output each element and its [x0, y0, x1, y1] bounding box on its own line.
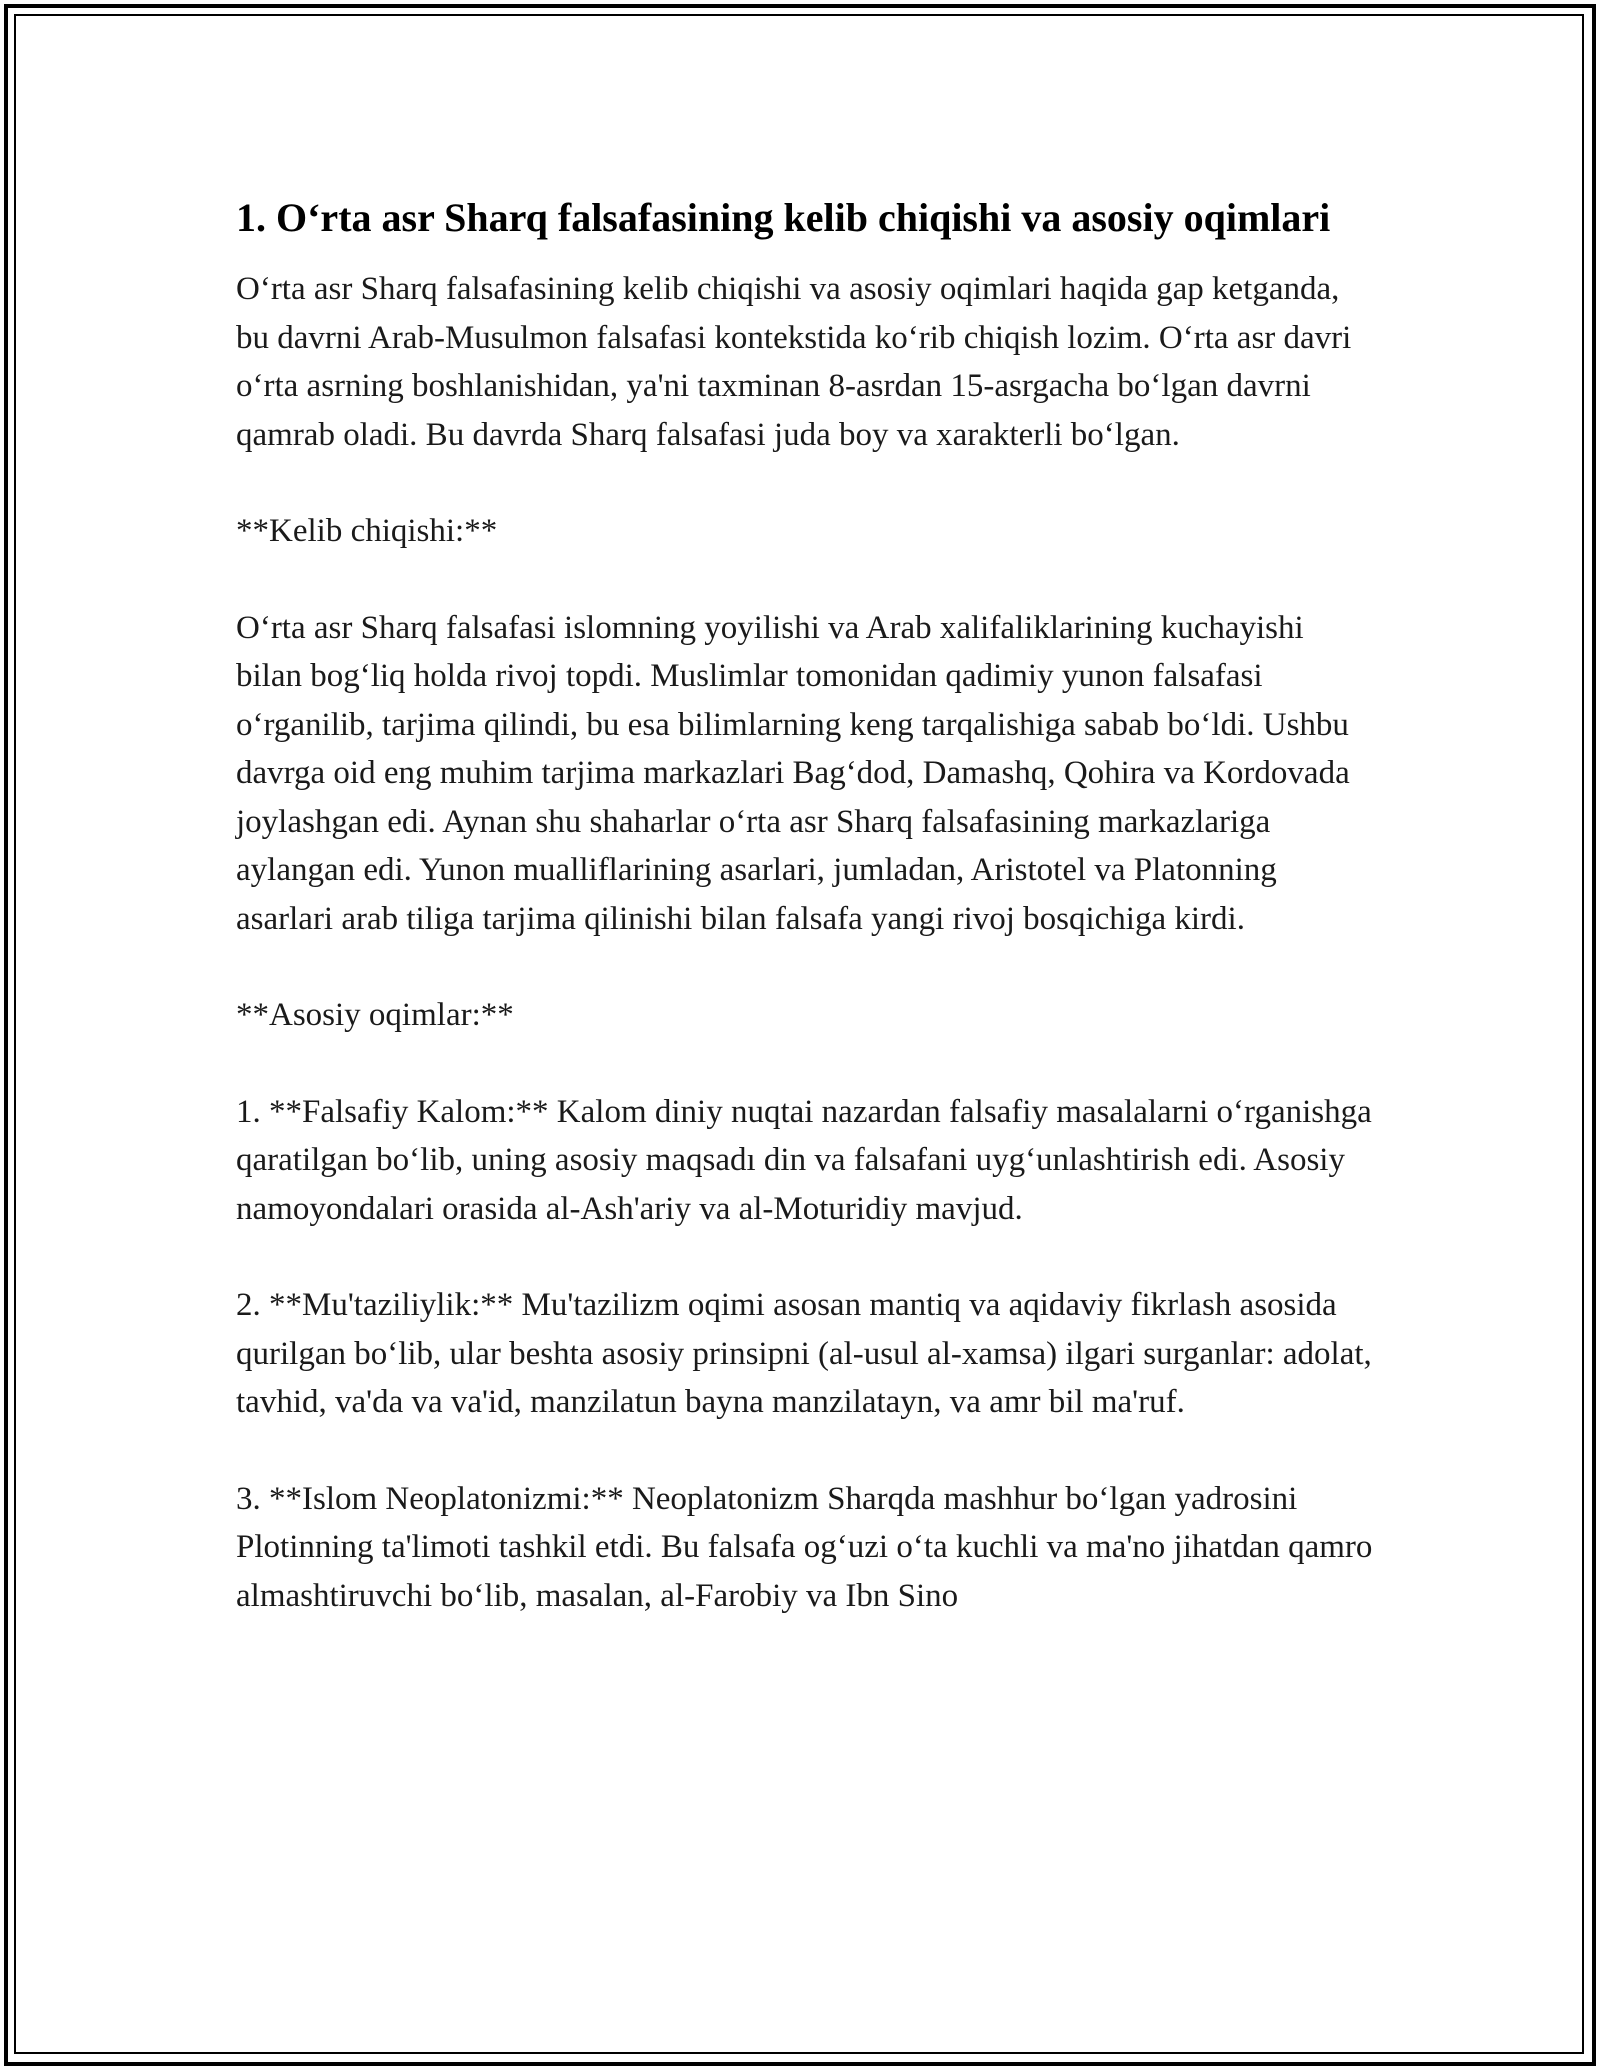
section-heading: 1. O‘rta asr Sharq falsafasining kelib chiqishi va asosiy oqimlari [236, 195, 1331, 240]
origin-subheading: **Kelib chiqishi:** [236, 513, 498, 549]
document-body [236, 190, 1376, 1620]
currents-subheading: **Asosiy oqimlar:** [236, 997, 514, 1033]
intro-paragraph: O‘rta asr Sharq falsafasining kelib chiqishi va asosiy oqimlari haqida gap ketganda, bu davrni Arab-Musulmon falsafasi kontekstida ko‘rib chiqish lozim. O‘rta asr davri o‘rta asrning boshlanishidan, ya'ni taxminan 8-asrdan 15-asrgacha bo‘lgan davrni qamrab oladi. Bu davrda Sharq falsafasi juda boy va xarakterli bo‘lgan. [236, 271, 1352, 453]
list-item-mutaziliylik: 2. **Mu'taziliylik:** Mu'tazilizm oqimi asosan mantiq va aqidaviy fikrlash asosida qurilgan bo‘lib, ular beshta asosiy prinsipni (al-usul al-xamsa) ilgari surganlar: adolat, tavhid, va'da va va'id, manzilatun bayna manzilatayn, va amr bil ma'ruf. [236, 1287, 1372, 1420]
list-item-neoplatonizm: 3. **Islom Neoplatonizmi:** Neoplatonizm Sharqda mashhur bo‘lgan yadrosini Plotinning ta'limoti tashkil etdi. Bu falsafa og‘uzi o‘ta kuchli va ma'no jihatdan qamro almashtiruvchi bo‘lib, masalan, al-Farobiy va Ibn Sino [236, 1480, 1373, 1614]
list-item-kalom: 1. **Falsafiy Kalom:** Kalom diniy nuqtai nazardan falsafiy masalalarni o‘rganishga qaratilgan bo‘lib, uning asosiy maqsadı din va falsafani uyg‘unlashtirish edi. Asosiy namoyondalari orasida al-Ash'ariy va al-Moturidiy mavjud. [236, 1093, 1372, 1227]
origin-paragraph: O‘rta asr Sharq falsafasi islomning yoyilishi va Arab xalifaliklarining kuchayishi bilan bog‘liq holda rivoj topdi. Muslimlar tomonidan qadimiy yunon falsafasi o‘rganilib, tarjima qilindi, bu esa bilimlarning keng tarqalishiga sabab bo‘ldi. Ushbu davrga oid eng muhim tarjima markazlari Bag‘dod, Damashq, Qohira va Kordovada joylashgan edi. Aynan shu shaharlar o‘rta asr Sharq falsafasining markazlariga aylangan edi. Yunon mualliflarining asarlari, jumladan, Aristotel va Platonning asarlari arab tiliga tarjima qilinishi bilan falsafa yangi rivoj bosqichiga kirdi. [236, 609, 1350, 937]
